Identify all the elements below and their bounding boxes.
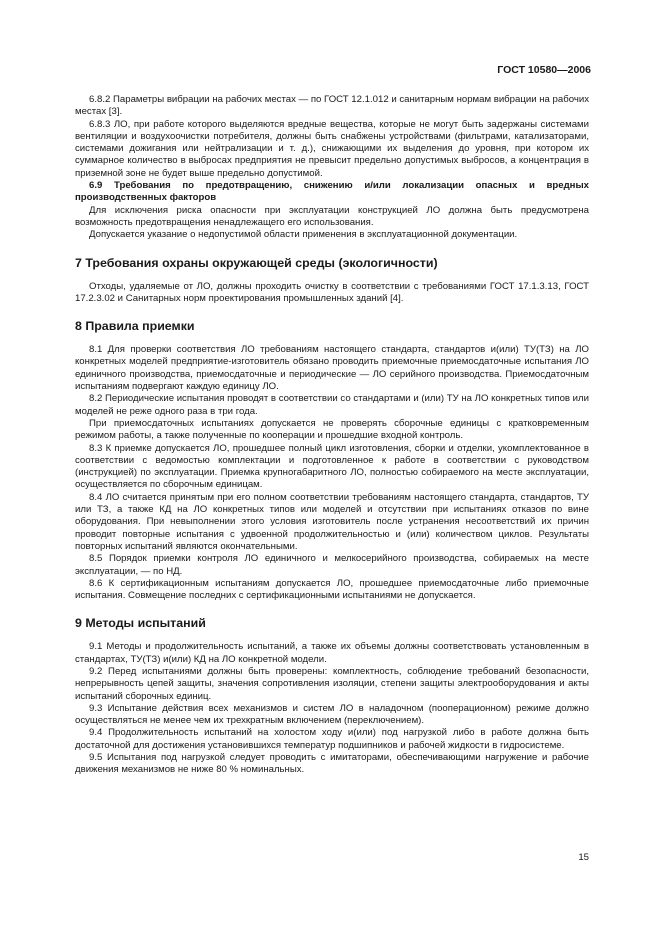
paragraph-6-8-3: 6.8.3 ЛО, при работе которого выделяются вредные вещества, которые не могут быть задержаны системами вентиляции и воздухоочистки потребителя, должны быть снабжены устройствами (фильтрами, катализаторами, системами дожигания или нейтрализации и т. д.), снижающими их выделения до уровня, при котором их суммарное количество в выбросах предприятия не превысит предельно допустимых выбросов, а концентрация в приземной зоне не будет выше предельно допустимой. xyxy=(75,118,589,179)
paragraph-9-3: 9.3 Испытание действия всех механизмов и систем ЛО в наладочном (пооперационном) режиме должно осуществляться не менее чем их трехкратным включением (переключением). xyxy=(75,702,589,727)
section-7-heading: 7 Требования охраны окружающей среды (экологичности) xyxy=(75,255,438,270)
standard-number: ГОСТ 10580—2006 xyxy=(497,64,591,76)
paragraph-8-4: 8.4 ЛО считается принятым при его полном соответствии требованиям настоящего стандарта, стандартов, ТУ или ТЗ, а также КД на ЛО конкретных типов или моделей и отсутствии при испытаниях отказов по вине оборудования. При невыполнении этого условия изготовитель после устранения несоответствий их причин проводит повторные испытания с удвоенной продолжительностью и (или) количеством циклов. Результаты повторных испытаний являются окончательными. xyxy=(75,491,589,552)
paragraph: Для исключения риска опасности при эксплуатации конструкцией ЛО должна быть предусмотрена возможность предотвращения ненадлежащего его использования. xyxy=(75,204,589,228)
paragraph-8-2: 8.2 Периодические испытания проводят в соответствии со стандартами и (или) ТУ на ЛО конкретных типов или моделей не реже одного раза в три года. xyxy=(75,393,589,417)
paragraph: Отходы, удаляемые от ЛО, должны проходить очистку в соответствии с требованиями ГОСТ 17.1.3.13, ГОСТ 17.2.3.02 и Санитарных норм проектирования промышленных зданий [4]. xyxy=(75,280,589,304)
paragraph-8-6: 8.6 К сертификационным испытаниям допускается ЛО, прошедшее приемосдаточные либо приемочные испытания. Совмещение последних с сертификационными испытаниями не допускается. xyxy=(75,577,589,602)
paragraph: Допускается указание о недопустимой области применения в эксплуатационной документации. xyxy=(89,229,518,241)
paragraph-8-5: 8.5 Порядок приемки контроля ЛО единичного и мелкосерийного производства, собираемых на месте эксплуатации, — по НД. xyxy=(75,553,589,577)
paragraph-9-4: 9.4 Продолжительность испытаний на холостом ходу и(или) под нагрузкой либо в работе должна быть достаточной для достижения установившихся температур подшипников и рабочей жидкости в гидросистеме. xyxy=(75,727,589,751)
paragraph-9-5: 9.5 Испытания под нагрузкой следует проводить с имитаторами, обеспечивающими нагружение и рабочие движения механизмов не ниже 80 % номинальных. xyxy=(75,752,589,776)
section-9-heading: 9 Методы испытаний xyxy=(75,616,206,631)
heading-6-9: 6.9 Требования по предотвращению, снижению и/или локализации опасных и вредных производственных факторов xyxy=(75,180,589,204)
paragraph-8-3: 8.3 К приемке допускается ЛО, прошедшее полный цикл изготовления, сборки и отделки, укомплектованное в соответствии с ведомостью комплектации и подготовленное к работе в соответствии с руководством (инструкцией) по эксплуатации. Приемка крупногабаритного ЛО, полностью собираемого на месте эксплуатации, осуществляется по сборочным единицам. xyxy=(75,442,589,491)
document-body xyxy=(75,94,589,777)
page-number: 15 xyxy=(578,852,589,863)
section-8-heading: 8 Правила приемки xyxy=(75,319,195,334)
paragraph: При приемосдаточных испытаниях допускается не проверять сборочные единицы с кратковременным режимом работы, а также полученные по кооперации и прошедшие входной контроль. xyxy=(75,417,589,442)
paragraph-6-8-2: 6.8.2 Параметры вибрации на рабочих местах — по ГОСТ 12.1.012 и санитарным нормам вибрации на рабочих местах [3]. xyxy=(75,94,589,118)
paragraph-9-2: 9.2 Перед испытаниями должны быть проверены: комплектность, соблюдение требований безопасности, непрерывность цепей защиты, значения сопротивления изоляции, степени защиты электрооборудования и акты испытаний сборочных единиц. xyxy=(75,665,589,702)
paragraph-8-1: 8.1 Для проверки соответствия ЛО требованиям настоящего стандарта, стандартов и(или) ТУ(ТЗ) на ЛО конкретных моделей предприятие-изготовитель обязано проводить приемочные приемосдаточные испытания ЛО единичного производства, приемосдаточные и периодические — ЛО серийного производства. Приемосдаточным испытаниям подвергают каждую единицу ЛО. xyxy=(75,344,589,393)
paragraph-9-1: 9.1 Методы и продолжительность испытаний, а также их объемы должны соответствовать установленным в стандартах, ТУ(ТЗ) и(или) КД на ЛО конкретной модели. xyxy=(75,641,589,665)
